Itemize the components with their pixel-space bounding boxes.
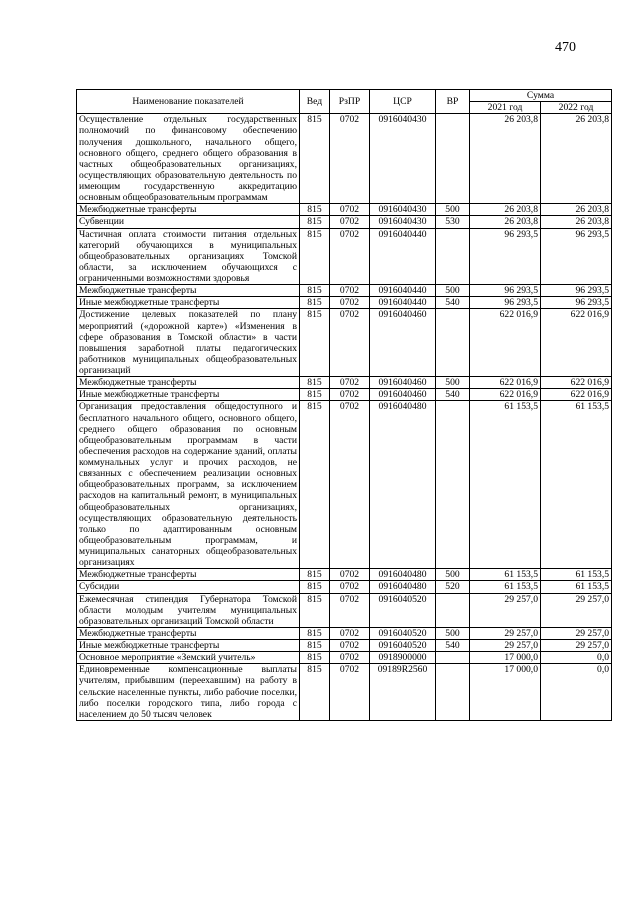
row-sum-2021: 61 153,5 bbox=[470, 401, 541, 569]
row-sum-2021: 622 016,9 bbox=[470, 377, 541, 389]
row-vr bbox=[436, 228, 470, 285]
row-sum-2022: 96 293,5 bbox=[541, 228, 612, 285]
row-ved: 815 bbox=[300, 581, 330, 593]
row-rzpr: 0702 bbox=[330, 389, 370, 401]
header-2022: 2022 год bbox=[541, 102, 612, 114]
row-sum-2021: 17 000,0 bbox=[470, 652, 541, 664]
row-vr: 540 bbox=[436, 389, 470, 401]
row-ved: 815 bbox=[300, 389, 330, 401]
header-csr: ЦСР bbox=[370, 90, 436, 114]
row-sum-2021: 96 293,5 bbox=[470, 228, 541, 285]
row-rzpr: 0702 bbox=[330, 664, 370, 721]
row-csr: 0916040430 bbox=[370, 216, 436, 228]
row-sum-2022: 622 016,9 bbox=[541, 377, 612, 389]
row-ved: 815 bbox=[300, 640, 330, 652]
row-name: Субсидии bbox=[77, 581, 300, 593]
header-sum: Сумма bbox=[470, 90, 612, 102]
row-name: Ежемесячная стипендия Губернатора Томской области молодым учителям муниципальных образовательных организаций Томской области bbox=[77, 593, 300, 627]
table-row bbox=[77, 593, 612, 627]
row-sum-2022: 26 203,8 bbox=[541, 204, 612, 216]
row-name: Иные межбюджетные трансферты bbox=[77, 640, 300, 652]
row-sum-2021: 61 153,5 bbox=[470, 569, 541, 581]
row-name: Достижение целевых показателей по плану мероприятий («дорожной карте») «Изменения в сфере образования в Томской области» в части повышения заработной платы педагогических работников муниципальных общеобразовательных организаций bbox=[77, 309, 300, 377]
row-vr: 540 bbox=[436, 297, 470, 309]
header-vr: ВР bbox=[436, 90, 470, 114]
row-ved: 815 bbox=[300, 309, 330, 377]
row-sum-2022: 61 153,5 bbox=[541, 581, 612, 593]
row-csr: 0916040440 bbox=[370, 228, 436, 285]
table-row bbox=[77, 640, 612, 652]
row-csr: 0916040520 bbox=[370, 640, 436, 652]
row-ved: 815 bbox=[300, 216, 330, 228]
table-row bbox=[77, 309, 612, 377]
row-name: Частичная оплата стоимости питания отдельных категорий обучающихся в муниципальных общеобразовательных организациях Томской области, за исключением обучающихся с ограниченными возможностями здоровья bbox=[77, 228, 300, 285]
row-sum-2021: 61 153,5 bbox=[470, 581, 541, 593]
row-sum-2021: 29 257,0 bbox=[470, 640, 541, 652]
row-sum-2022: 29 257,0 bbox=[541, 640, 612, 652]
row-name: Межбюджетные трансферты bbox=[77, 569, 300, 581]
table-row bbox=[77, 627, 612, 639]
row-sum-2022: 622 016,9 bbox=[541, 309, 612, 377]
header-ved: Вед bbox=[300, 90, 330, 114]
table-body bbox=[77, 114, 612, 721]
row-sum-2022: 61 153,5 bbox=[541, 401, 612, 569]
page-number: 470 bbox=[555, 40, 576, 55]
header-2021: 2021 год bbox=[470, 102, 541, 114]
row-name: Межбюджетные трансферты bbox=[77, 377, 300, 389]
row-sum-2021: 17 000,0 bbox=[470, 664, 541, 721]
row-sum-2022: 26 203,8 bbox=[541, 216, 612, 228]
row-ved: 815 bbox=[300, 228, 330, 285]
table-row bbox=[77, 401, 612, 569]
row-rzpr: 0702 bbox=[330, 309, 370, 377]
row-ved: 815 bbox=[300, 297, 330, 309]
row-sum-2022: 61 153,5 bbox=[541, 569, 612, 581]
row-csr: 0916040460 bbox=[370, 389, 436, 401]
row-csr: 0916040460 bbox=[370, 309, 436, 377]
row-rzpr: 0702 bbox=[330, 652, 370, 664]
row-name: Иные межбюджетные трансферты bbox=[77, 297, 300, 309]
table-row bbox=[77, 581, 612, 593]
row-name: Межбюджетные трансферты bbox=[77, 204, 300, 216]
row-csr: 0916040430 bbox=[370, 114, 436, 204]
row-sum-2022: 0,0 bbox=[541, 664, 612, 721]
row-sum-2021: 96 293,5 bbox=[470, 285, 541, 297]
row-rzpr: 0702 bbox=[330, 285, 370, 297]
row-csr: 0916040520 bbox=[370, 627, 436, 639]
row-sum-2022: 29 257,0 bbox=[541, 627, 612, 639]
table-row bbox=[77, 216, 612, 228]
row-ved: 815 bbox=[300, 285, 330, 297]
row-sum-2022: 622 016,9 bbox=[541, 389, 612, 401]
row-rzpr: 0702 bbox=[330, 401, 370, 569]
header-name: Наименование показателей bbox=[77, 90, 300, 114]
row-sum-2021: 26 203,8 bbox=[470, 204, 541, 216]
table-row bbox=[77, 664, 612, 721]
table-row bbox=[77, 389, 612, 401]
row-sum-2022: 0,0 bbox=[541, 652, 612, 664]
table-row bbox=[77, 569, 612, 581]
row-vr bbox=[436, 309, 470, 377]
row-ved: 815 bbox=[300, 114, 330, 204]
row-sum-2021: 29 257,0 bbox=[470, 593, 541, 627]
header-rzpr: РзПР bbox=[330, 90, 370, 114]
row-rzpr: 0702 bbox=[330, 204, 370, 216]
row-rzpr: 0702 bbox=[330, 297, 370, 309]
row-vr bbox=[436, 593, 470, 627]
row-vr bbox=[436, 401, 470, 569]
row-vr bbox=[436, 652, 470, 664]
row-sum-2022: 26 203,8 bbox=[541, 114, 612, 204]
row-ved: 815 bbox=[300, 593, 330, 627]
row-ved: 815 bbox=[300, 664, 330, 721]
row-ved: 815 bbox=[300, 401, 330, 569]
row-name: Организация предоставления общедоступного и бесплатного начального общего, основного общего, среднего общего образования по основным общеобразовательным программам в части обеспечения расходов на содержание зданий, оплаты коммунальных услуг и прочих расходов, не связанных с обеспечением реализации основных общеобразовательных программ, за исключением расходов на капитальный ремонт, в муниципальных общеобразовательных организациях, осуществляющих образовательную деятельность только по адаптированным основным общеобразовательным программам, и муниципальных санаторных общеобразовательных организациях bbox=[77, 401, 300, 569]
row-csr: 0916040430 bbox=[370, 204, 436, 216]
row-csr: 0916040480 bbox=[370, 581, 436, 593]
row-name: Основное мероприятие «Земский учитель» bbox=[77, 652, 300, 664]
row-rzpr: 0702 bbox=[330, 581, 370, 593]
row-vr: 540 bbox=[436, 640, 470, 652]
row-csr: 0916040440 bbox=[370, 297, 436, 309]
row-sum-2021: 622 016,9 bbox=[470, 309, 541, 377]
row-vr: 500 bbox=[436, 377, 470, 389]
row-vr bbox=[436, 114, 470, 204]
row-name: Субвенции bbox=[77, 216, 300, 228]
row-vr bbox=[436, 664, 470, 721]
row-sum-2021: 29 257,0 bbox=[470, 627, 541, 639]
row-rzpr: 0702 bbox=[330, 640, 370, 652]
row-name: Осуществление отдельных государственных полномочий по финансовому обеспечению получения дошкольного, начального общего, основного общего, среднего общего образования в частных общеобразовательных организациях, осуществляющих образовательную деятельность по имеющим государственную аккредитацию основным общеобразовательным программам bbox=[77, 114, 300, 204]
row-csr: 09189R2560 bbox=[370, 664, 436, 721]
row-sum-2021: 26 203,8 bbox=[470, 114, 541, 204]
row-name: Межбюджетные трансферты bbox=[77, 627, 300, 639]
row-csr: 0916040480 bbox=[370, 569, 436, 581]
row-sum-2021: 26 203,8 bbox=[470, 216, 541, 228]
row-name: Межбюджетные трансферты bbox=[77, 285, 300, 297]
row-csr: 0916040460 bbox=[370, 377, 436, 389]
row-rzpr: 0702 bbox=[330, 228, 370, 285]
table-row bbox=[77, 204, 612, 216]
table-row bbox=[77, 228, 612, 285]
table-row bbox=[77, 285, 612, 297]
row-csr: 0916040520 bbox=[370, 593, 436, 627]
row-csr: 0918900000 bbox=[370, 652, 436, 664]
row-vr: 500 bbox=[436, 627, 470, 639]
row-rzpr: 0702 bbox=[330, 627, 370, 639]
row-ved: 815 bbox=[300, 569, 330, 581]
row-rzpr: 0702 bbox=[330, 114, 370, 204]
row-sum-2021: 96 293,5 bbox=[470, 297, 541, 309]
row-ved: 815 bbox=[300, 204, 330, 216]
row-name: Единовременные компенсационные выплаты учителям, прибывшим (переехавшим) на работу в сельские населенные пункты, либо рабочие поселки, либо поселки городского типа, либо города с населением до 50 тысяч человек bbox=[77, 664, 300, 721]
table-row bbox=[77, 652, 612, 664]
row-sum-2021: 622 016,9 bbox=[470, 389, 541, 401]
row-sum-2022: 96 293,5 bbox=[541, 297, 612, 309]
table-row bbox=[77, 114, 612, 204]
row-ved: 815 bbox=[300, 377, 330, 389]
row-sum-2022: 29 257,0 bbox=[541, 593, 612, 627]
row-sum-2022: 96 293,5 bbox=[541, 285, 612, 297]
row-vr: 500 bbox=[436, 569, 470, 581]
budget-table bbox=[76, 89, 612, 721]
row-rzpr: 0702 bbox=[330, 569, 370, 581]
row-vr: 500 bbox=[436, 204, 470, 216]
row-csr: 0916040440 bbox=[370, 285, 436, 297]
row-rzpr: 0702 bbox=[330, 377, 370, 389]
table-row bbox=[77, 377, 612, 389]
row-rzpr: 0702 bbox=[330, 216, 370, 228]
row-vr: 530 bbox=[436, 216, 470, 228]
row-ved: 815 bbox=[300, 652, 330, 664]
row-rzpr: 0702 bbox=[330, 593, 370, 627]
row-name: Иные межбюджетные трансферты bbox=[77, 389, 300, 401]
table-row bbox=[77, 297, 612, 309]
row-vr: 500 bbox=[436, 285, 470, 297]
row-csr: 0916040480 bbox=[370, 401, 436, 569]
row-vr: 520 bbox=[436, 581, 470, 593]
row-ved: 815 bbox=[300, 627, 330, 639]
